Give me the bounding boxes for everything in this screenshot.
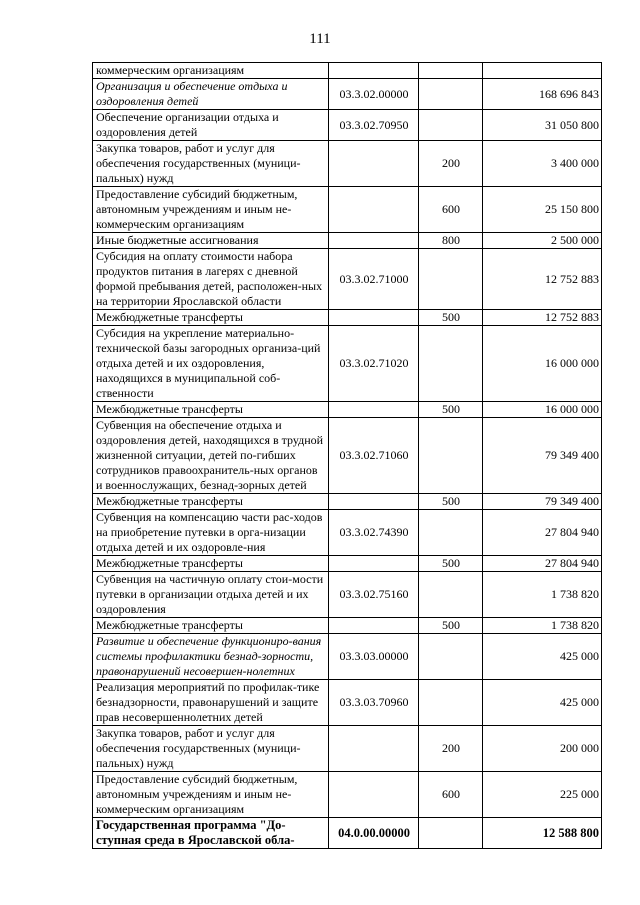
row-expense-type-cell bbox=[419, 510, 483, 556]
row-name-cell: Обеспечение организации отдыха и оздоровления детей bbox=[93, 110, 329, 141]
row-expense-type-cell bbox=[419, 634, 483, 680]
row-amount-cell: 200 000 bbox=[483, 726, 602, 772]
row-amount-cell: 16 000 000 bbox=[483, 402, 602, 418]
row-expense-type-cell bbox=[419, 818, 483, 849]
row-expense-type-cell: 500 bbox=[419, 402, 483, 418]
row-code-cell: 03.3.02.71020 bbox=[329, 326, 419, 402]
row-name-cell: Межбюджетные трансферты bbox=[93, 402, 329, 418]
row-amount-cell: 425 000 bbox=[483, 634, 602, 680]
row-expense-type-cell bbox=[419, 79, 483, 110]
row-code-cell: 03.3.02.75160 bbox=[329, 572, 419, 618]
table-row bbox=[93, 233, 602, 249]
row-name-cell: Реализация мероприятий по профилак-тике безнадзорности, правонарушений и защите прав несовершеннолетних детей bbox=[93, 680, 329, 726]
row-code-cell bbox=[329, 63, 419, 79]
row-expense-type-cell bbox=[419, 572, 483, 618]
row-name-cell: Предоставление субсидий бюджетным, автономным учреждениям и иным не-коммерческим организациям bbox=[93, 772, 329, 818]
row-name-cell: коммерческим организациям bbox=[93, 63, 329, 79]
row-name-cell: Иные бюджетные ассигнования bbox=[93, 233, 329, 249]
row-amount-cell: 79 349 400 bbox=[483, 494, 602, 510]
row-expense-type-cell: 500 bbox=[419, 556, 483, 572]
row-amount-cell: 1 738 820 bbox=[483, 572, 602, 618]
table-row bbox=[93, 556, 602, 572]
row-expense-type-cell: 800 bbox=[419, 233, 483, 249]
table-row bbox=[93, 618, 602, 634]
row-code-cell: 04.0.00.00000 bbox=[329, 818, 419, 849]
row-name-cell: Государственная программа "До-ступная среда в Ярославской обла- bbox=[93, 818, 329, 849]
row-amount-cell: 27 804 940 bbox=[483, 556, 602, 572]
row-code-cell bbox=[329, 494, 419, 510]
row-name-cell: Развитие и обеспечение функциониро-вания системы профилактики безнад-зорности, правонарушений несовершен-нолетних bbox=[93, 634, 329, 680]
row-code-cell: 03.3.02.70950 bbox=[329, 110, 419, 141]
table-row bbox=[93, 510, 602, 556]
row-amount-cell bbox=[483, 63, 602, 79]
row-expense-type-cell: 500 bbox=[419, 310, 483, 326]
row-name-cell: Субвенция на компенсацию части рас-ходов на приобретение путевки в орга-низации отдыха детей и их оздоровле-ния bbox=[93, 510, 329, 556]
row-code-cell bbox=[329, 187, 419, 233]
table-row bbox=[93, 818, 602, 849]
row-expense-type-cell bbox=[419, 110, 483, 141]
row-name-cell: Межбюджетные трансферты bbox=[93, 494, 329, 510]
row-expense-type-cell: 200 bbox=[419, 141, 483, 187]
row-code-cell: 03.3.02.71000 bbox=[329, 249, 419, 310]
table-row bbox=[93, 249, 602, 310]
table-row bbox=[93, 418, 602, 494]
row-code-cell: 03.3.03.00000 bbox=[329, 634, 419, 680]
row-amount-cell: 3 400 000 bbox=[483, 141, 602, 187]
row-amount-cell: 2 500 000 bbox=[483, 233, 602, 249]
row-amount-cell: 168 696 843 bbox=[483, 79, 602, 110]
row-name-cell: Межбюджетные трансферты bbox=[93, 618, 329, 634]
row-code-cell bbox=[329, 402, 419, 418]
row-name-cell: Закупка товаров, работ и услуг для обеспечения государственных (муници-пальных) нужд bbox=[93, 141, 329, 187]
table-row bbox=[93, 79, 602, 110]
page-number: 111 bbox=[309, 31, 331, 47]
table-row bbox=[93, 680, 602, 726]
table-row bbox=[93, 634, 602, 680]
row-code-cell bbox=[329, 556, 419, 572]
row-amount-cell: 79 349 400 bbox=[483, 418, 602, 494]
row-amount-cell: 25 150 800 bbox=[483, 187, 602, 233]
row-expense-type-cell: 600 bbox=[419, 772, 483, 818]
row-expense-type-cell bbox=[419, 63, 483, 79]
table-row bbox=[93, 494, 602, 510]
row-expense-type-cell: 600 bbox=[419, 187, 483, 233]
row-code-cell bbox=[329, 310, 419, 326]
row-name-cell: Субсидия на оплату стоимости набора продуктов питания в лагерях с дневной формой пребывания детей, расположен-ных на территории Ярославской области bbox=[93, 249, 329, 310]
table-row bbox=[93, 402, 602, 418]
row-name-cell: Закупка товаров, работ и услуг для обеспечения государственных (муници-пальных) нужд bbox=[93, 726, 329, 772]
row-name-cell: Организация и обеспечение отдыха и оздоровления детей bbox=[93, 79, 329, 110]
row-expense-type-cell: 500 bbox=[419, 618, 483, 634]
table-row bbox=[93, 110, 602, 141]
row-code-cell bbox=[329, 618, 419, 634]
table-row bbox=[93, 141, 602, 187]
row-name-cell: Субвенция на обеспечение отдыха и оздоровления детей, находящихся в трудной жизненной ситуации, детей по-гибших сотрудников правоохранитель-ных органов и военнослужащих, безнад-зорных детей bbox=[93, 418, 329, 494]
row-amount-cell: 425 000 bbox=[483, 680, 602, 726]
row-expense-type-cell: 200 bbox=[419, 726, 483, 772]
row-code-cell: 03.3.03.70960 bbox=[329, 680, 419, 726]
row-name-cell: Субвенция на частичную оплату стои-мости путевки в организации отдыха детей и их оздоровления bbox=[93, 572, 329, 618]
table-row bbox=[93, 772, 602, 818]
row-code-cell bbox=[329, 772, 419, 818]
row-expense-type-cell bbox=[419, 418, 483, 494]
row-name-cell: Субсидия на укрепление материально-технической базы загородных организа-ций отдыха детей и их оздоровления, находящихся в муниципальной соб-ственности bbox=[93, 326, 329, 402]
row-expense-type-cell bbox=[419, 249, 483, 310]
row-amount-cell: 16 000 000 bbox=[483, 326, 602, 402]
row-amount-cell: 12 752 883 bbox=[483, 249, 602, 310]
row-expense-type-cell bbox=[419, 680, 483, 726]
row-expense-type-cell: 500 bbox=[419, 494, 483, 510]
table-row bbox=[93, 63, 602, 79]
row-name-cell: Межбюджетные трансферты bbox=[93, 556, 329, 572]
table-row bbox=[93, 187, 602, 233]
row-name-cell: Межбюджетные трансферты bbox=[93, 310, 329, 326]
row-code-cell bbox=[329, 141, 419, 187]
row-amount-cell: 1 738 820 bbox=[483, 618, 602, 634]
row-amount-cell: 225 000 bbox=[483, 772, 602, 818]
table-row bbox=[93, 572, 602, 618]
row-amount-cell: 12 588 800 bbox=[483, 818, 602, 849]
row-amount-cell: 12 752 883 bbox=[483, 310, 602, 326]
row-code-cell bbox=[329, 726, 419, 772]
row-code-cell bbox=[329, 233, 419, 249]
table-row bbox=[93, 726, 602, 772]
row-code-cell: 03.3.02.71060 bbox=[329, 418, 419, 494]
budget-table-body bbox=[93, 63, 602, 849]
row-name-cell: Предоставление субсидий бюджетным, автономным учреждениям и иным не-коммерческим организациям bbox=[93, 187, 329, 233]
row-code-cell: 03.3.02.74390 bbox=[329, 510, 419, 556]
budget-table bbox=[92, 62, 602, 849]
row-code-cell: 03.3.02.00000 bbox=[329, 79, 419, 110]
table-row bbox=[93, 310, 602, 326]
row-amount-cell: 31 050 800 bbox=[483, 110, 602, 141]
row-amount-cell: 27 804 940 bbox=[483, 510, 602, 556]
table-row bbox=[93, 326, 602, 402]
row-expense-type-cell bbox=[419, 326, 483, 402]
